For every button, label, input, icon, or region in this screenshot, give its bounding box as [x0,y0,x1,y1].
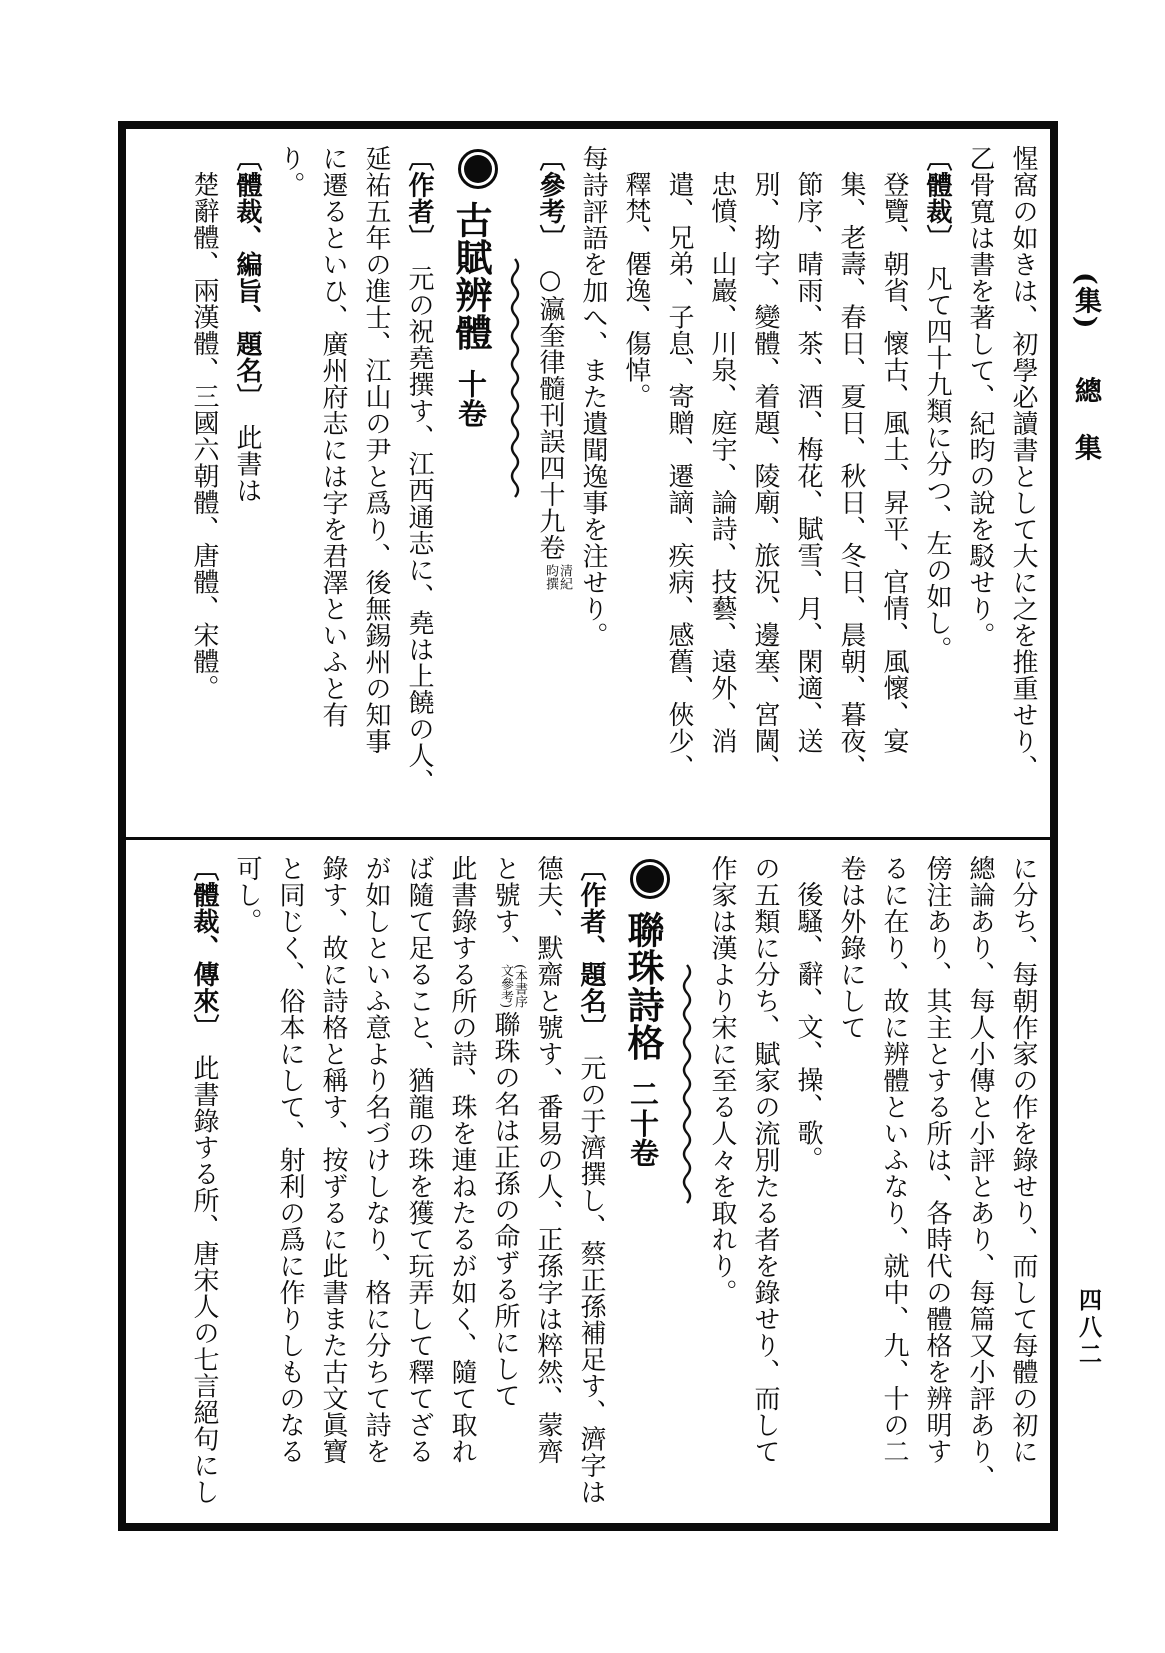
text-column: に遷るといひ、廣州府志には字を君澤といふと有 [318,145,348,728]
title-gap [471,351,472,369]
top-register [182,145,1044,831]
label-gap [204,1041,205,1055]
text-column: 後騷、辭、文、操、歌。 [793,881,823,1173]
text-column: 〔體裁〕凡て四十九類に分つ、左の如し。 [922,145,952,663]
text-column: 遣、兄弟、子息、寄贈、遷謫、疾病、感舊、俠少、 [664,171,694,781]
interlinear-note-line: 昀撰 [543,563,558,590]
text-column: り。 [275,145,305,198]
entry-separator-wavy-rule [674,855,700,1511]
wavy-line-glyph [680,963,694,1209]
text-column: 延祐五年の進士、江山の尹と爲り、後無錫州の知事 [361,145,391,755]
text-column: 集、老壽、春日、夏日、秋日、冬日、晨朝、暮夜、 [836,171,866,781]
section-label: 〔作者〕 [404,145,434,251]
section-label: 〔體裁〕 [922,145,952,251]
entry-separator-wavy-rule [502,145,528,831]
text-column: 可し。 [232,855,262,935]
bottom-register [182,855,1044,1511]
text-column: 忠憤、山巖、川泉、庭宇、論詩、技藝、遠外、消 [707,171,737,754]
text-column: 德夫、默齋と號す、番易の人、正孫字は粹然、蒙齊 [533,855,563,1465]
text-column: の五類に分ち、賦家の流別たる者を錄せり、而して [750,855,780,1465]
section-title: 總集 [1070,376,1101,491]
margin-section-label [1066,272,1105,491]
entry-bullet-icon [630,859,670,899]
text-column: と號す、 (本書序 文參考) 聯珠の名は正孫の命ずる所にして [490,855,527,1409]
section-label: 〔參考〕 [535,145,565,251]
interlinear-note-line: 文參考) [498,964,513,1009]
text-column: 錄す、故に詩格と稱す、按ずるに此書また古文眞寶 [318,855,348,1465]
book-entry-title-column [440,145,502,831]
text-column: 卷は外錄にして [836,855,866,1041]
text-column: が如しといふ意より名づけしなり、格に分ちて詩を [361,855,391,1465]
register-divider-line [124,837,1052,840]
label-gap [419,251,420,265]
wavy-line-glyph [508,257,522,503]
label-gap [591,1041,592,1055]
text-column: 作家は漢より宋に至る人々を取れり。 [707,855,737,1306]
label-gap [247,410,248,424]
text-column: 〔作者〕元の祝堯撰す、江西通志に、堯は上饒の人、 [404,145,434,795]
entry-bullet-core [464,155,492,183]
title-gap [643,1061,644,1079]
text-column: 惺窩の如きは、初學必讀書として大に之を推重せり、 [1008,145,1038,781]
section-label: 〔作者、題名〕 [576,855,606,1041]
section-label: 〔體裁、傳來〕 [189,855,219,1041]
label-gap [550,251,551,265]
interlinear-note [498,964,526,1008]
book-title: 聯珠詩格 [621,911,665,1061]
text-column: 總論あり、每人小傳と小評とあり、每篇又小評あり、 [965,855,995,1491]
text-column: 節序、晴雨、茶、酒、梅花、賦雪、月、閑適、送 [793,171,823,754]
page-frame-border [118,121,1058,1531]
interlinear-note-line: (本書序 [512,964,527,1009]
page-number: 四八二 [1075,1288,1102,1369]
book-entry-title-column [612,855,674,1511]
text-column: ば隨て足ること、猶龍の珠を獲て玩弄して釋てざる [404,855,434,1465]
text-column: 登覽、朝省、懷古、風土、昇平、官情、風懷、宴 [879,171,909,754]
text-column: 〔體裁、傳來〕此書錄する所、唐宋人の七言絕句にし [189,855,219,1505]
text-column: 〔參考〕○瀛奎律髓刊誤四十九卷 清紀 昀撰 [535,145,572,590]
entry-bullet-core [636,865,664,893]
margin-gap [1085,331,1086,377]
interlinear-note-line: 清紀 [557,563,572,590]
label-gap [937,251,938,265]
text-column: 此書錄する所の詩、珠を連ねたるが如く、隨て取れ [447,855,477,1465]
text-column: 傍注あり、其主とする所は、各時代の體格を辨明す [922,855,952,1465]
text-column: 每詩評語を加へ、また遺聞逸事を注せり。 [578,145,608,649]
text-column: と同じく、俗本にして、射利の爲に作りしものなる [275,855,305,1465]
text-column: 釋梵、僊逸、傷悼。 [621,171,651,410]
section-label: 〔體裁、編旨、題名〕 [232,145,262,410]
text-column: るに在り、故に辨體といふなり、就中、九、十の二 [879,855,909,1465]
text-column: 乙骨寬は書を著して、紀昀の說を駁せり。 [965,145,995,649]
volume-count: 十卷 [454,369,488,428]
entry-bullet-icon [458,149,498,189]
text-column: に分ち、每朝作家の作を錄せり、而して每體の初に [1008,855,1038,1465]
text-column: 楚辭體、兩漢體、三國六朝體、唐體、宋體。 [189,171,219,701]
volume-count: 二十卷 [626,1079,660,1168]
text-column: 〔作者、題名〕元の于濟撰し、蔡正孫補足す、濟字は [576,855,606,1505]
text-column: 〔體裁、編旨、題名〕此書は [232,145,262,504]
interlinear-note [543,564,571,590]
collection-mark: (集) [1070,272,1101,331]
book-title: 古賦辨體 [449,201,493,351]
text-column: 別、拗字、變體、着題、陵廟、旅況、邊塞、宮閫、 [750,171,780,781]
